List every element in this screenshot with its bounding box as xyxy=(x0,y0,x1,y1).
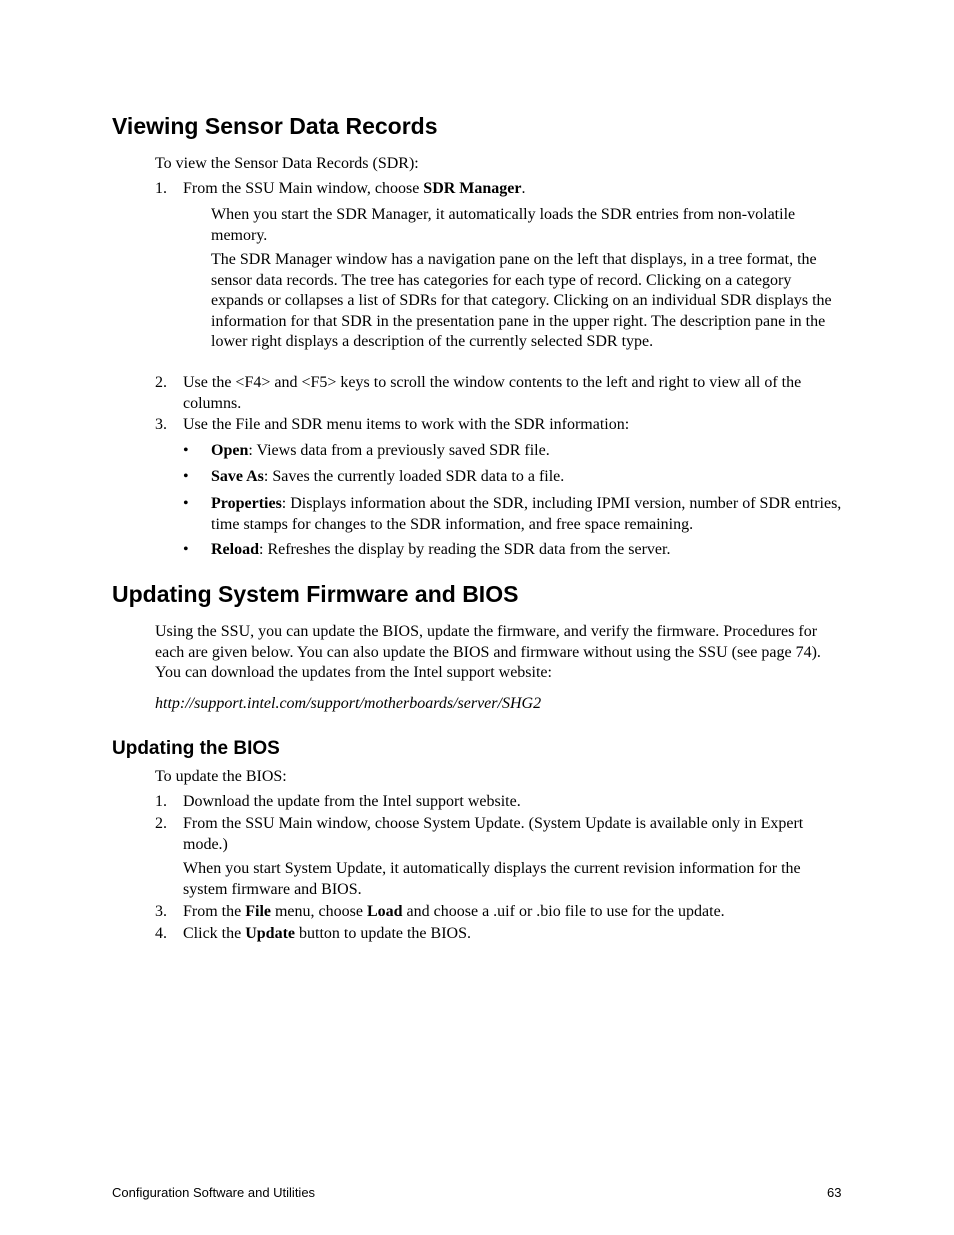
step-1-para-2: The SDR Manager window has a navigation pane on the left that displays, in a tree format, the sensor data records. The tree has categories for each type of record. Clicking on a category expands or collapses a list of SDRs for that category. Clicking on an individual SDR displays the information for that SDR in the presentation pane in the upper right. The description pane in the lower right displays a description of the currently selected SDR type. xyxy=(211,251,832,350)
bullet-open: Open: Views data from a previously saved SDR file. xyxy=(211,442,550,459)
bullet-reload: Reload: Refreshes the display by reading the SDR data from the server. xyxy=(211,541,671,558)
page-number: 63 xyxy=(827,1185,842,1200)
bullet-icon: • xyxy=(183,541,189,558)
step-number: 1. xyxy=(155,180,167,197)
step-1-para-1: When you start the SDR Manager, it automatically loads the SDR entries from non-volatile memory. xyxy=(211,206,796,244)
support-url: http://support.intel.com/support/motherboards/server/SHG2 xyxy=(155,695,542,712)
step-number: 2. xyxy=(155,815,167,832)
step-3-text: Use the File and SDR menu items to work with the SDR information: xyxy=(183,416,630,433)
bullet-icon: • xyxy=(183,495,189,512)
step-number: 3. xyxy=(155,903,167,920)
step-number: 1. xyxy=(155,793,167,810)
section-heading-updating-firmware: Updating System Firmware and BIOS xyxy=(112,581,519,607)
bios-step-4: Click the Update button to update the BIOS. xyxy=(183,925,471,942)
bios-step-2-para: When you start System Update, it automatically displays the current revision information for the system firmware and BIOS. xyxy=(183,860,801,898)
section-heading-updating-bios: Updating the BIOS xyxy=(112,738,280,759)
step-number: 4. xyxy=(155,925,167,942)
step-1-text: From the SSU Main window, choose SDR Manager. xyxy=(183,180,526,197)
section2-paragraph: Using the SSU, you can update the BIOS, update the firmware, and verify the firmware. Procedures for each are given below. You can also update the BIOS and firmware without using the SSU (see page 74). You can download the updates from the Intel support website: xyxy=(155,623,821,681)
bios-step-1: Download the update from the Intel support website. xyxy=(183,793,521,810)
sdr-manager-term: SDR Manager xyxy=(423,180,522,197)
step-2-text: Use the <F4> and <F5> keys to scroll the window contents to the left and right to view all of the columns. xyxy=(183,374,802,412)
section-heading-viewing-sdr: Viewing Sensor Data Records xyxy=(112,113,438,139)
bullet-save-as: Save As: Saves the currently loaded SDR data to a file. xyxy=(211,468,565,485)
step-number: 2. xyxy=(155,374,167,391)
footer-title: Configuration Software and Utilities xyxy=(112,1185,316,1200)
bios-step-3: From the File menu, choose Load and choose a .uif or .bio file to use for the update. xyxy=(183,903,725,920)
bullet-icon: • xyxy=(183,442,189,459)
step-number: 3. xyxy=(155,416,167,433)
bios-step-2: From the SSU Main window, choose System Update. (System Update is available only in Expert mode.) xyxy=(183,815,804,853)
bullet-icon: • xyxy=(183,468,189,485)
bullet-properties: Properties: Displays information about the SDR, including IPMI version, number of SDR entries, time stamps for changes to the SDR information, and free space remaining. xyxy=(211,495,842,533)
section1-intro: To view the Sensor Data Records (SDR): xyxy=(155,155,419,172)
section3-intro: To update the BIOS: xyxy=(155,768,287,785)
